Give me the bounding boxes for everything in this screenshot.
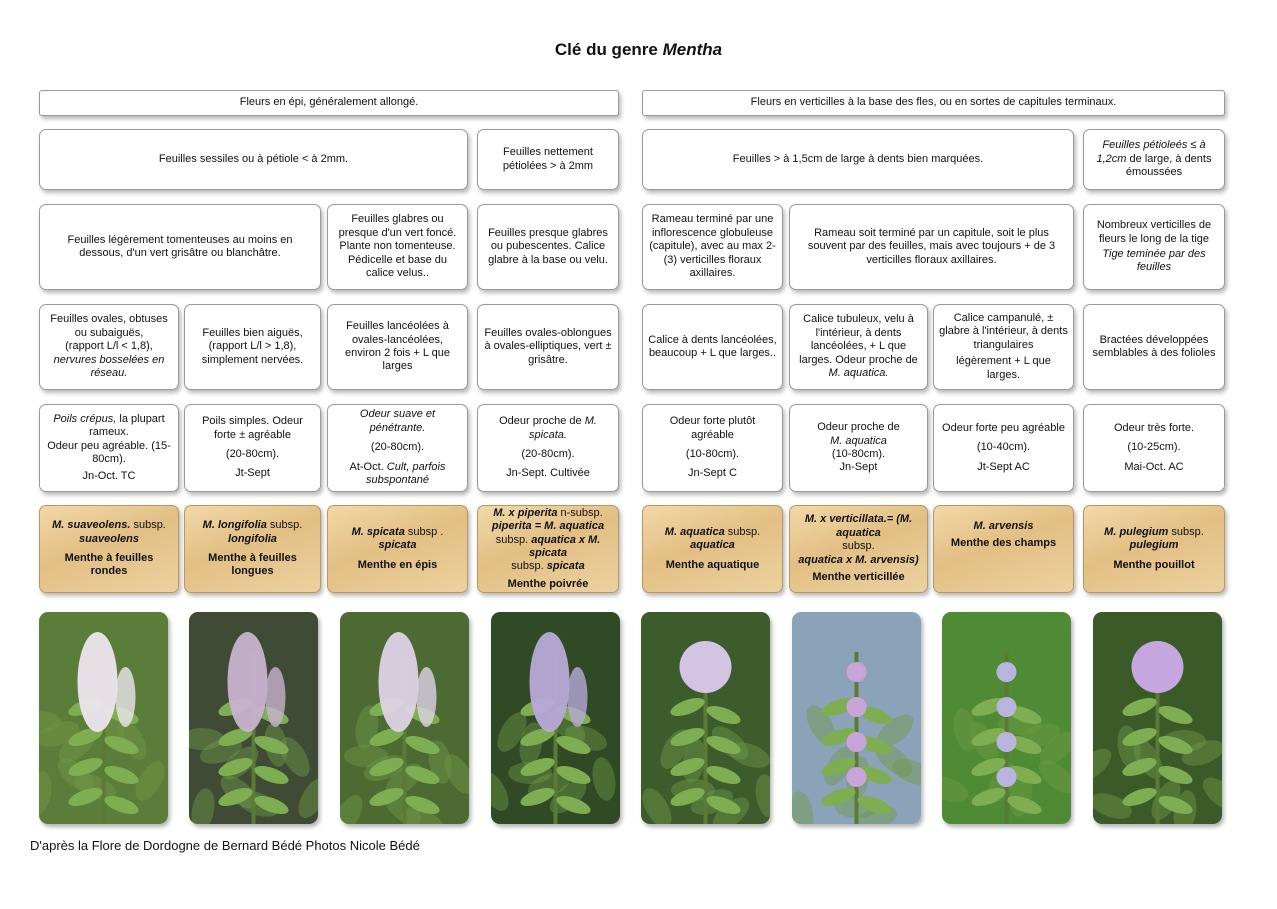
key-text: Rameau terminé par une inflorescence globuleuse (capitule), avec au max 2-(3) verticilles floraux axillaires. [649, 213, 776, 280]
species-rank: subsp. [495, 533, 529, 546]
key-text: la plupart rameux. [89, 412, 165, 439]
mint-spicata-photo [340, 612, 469, 824]
species-sci-name: M. suaveolens. [52, 519, 131, 532]
mint-pulegium-photo [1093, 612, 1222, 824]
key-pubescent-leaves [477, 204, 619, 290]
key-text: (20-80cm). [225, 448, 280, 460]
species-sci-name: piperita = M. aquatica [491, 520, 605, 533]
species-common-name: Menthe en épis [357, 558, 438, 571]
key-text: Odeur peu agréable. (15-80cm). [47, 439, 171, 466]
species-pulegium [1083, 505, 1225, 593]
species-sci-name: M. longifolia [202, 519, 267, 532]
species-spicata [327, 505, 468, 593]
species-sci-name: pulegium [1129, 539, 1179, 552]
species-common-name: Menthe pouillot [1113, 558, 1195, 571]
key-text: Calice campanulé, ± glabre à l'intérieur, à dents triangulaires [939, 311, 1068, 351]
species-longifolia [184, 505, 321, 593]
species-rank: subsp. [727, 525, 761, 538]
mint-suaveolens-photo [39, 612, 168, 824]
species-common-name: Menthe à feuilles rondes [64, 552, 154, 578]
key-lanceolate-leaves [327, 304, 468, 390]
key-oblong-leaves [477, 304, 619, 390]
key-text: Feuilles ovales, obtuses ou subaiguës, [50, 313, 168, 339]
species-suaveolens [39, 505, 179, 593]
key-text-italic: Tige teminée par des feuilles [1102, 248, 1206, 274]
key-text-italic: M. aquatica. [828, 367, 889, 380]
key-text: Mai-Oct. AC [1124, 460, 1184, 473]
species-piperita [477, 505, 619, 593]
key-text: Feuilles presque glabres ou pubescentes. Calice glabre à la base ou velu. [488, 226, 608, 266]
species-rank: n-subsp. [560, 506, 603, 519]
species-sci-name: spicata [546, 560, 585, 573]
key-text: larges. Odeur proche de [799, 353, 918, 366]
key-text-italic: Odeur suave et pénétrante. [359, 408, 436, 434]
mint-arvensis-photo [942, 612, 1071, 824]
key-text: At-Oct. [349, 460, 384, 473]
key-petiolate-leaves [477, 129, 619, 190]
page-title [0, 40, 1277, 60]
key-text: (10-80cm). [685, 448, 740, 460]
key-text: Feuilles nettement pétiolées > à 2mm [502, 146, 594, 172]
species-rank: subsp. [842, 540, 875, 553]
key-text-italic: Cult, parfois subspontané [366, 460, 446, 487]
key-text: de large, à dents émoussées [1125, 152, 1212, 179]
credit-line: D'après la Flore de Dordogne de Bernard Bédé Photos Nicole Bédé [30, 838, 420, 853]
mint-piperita-photo [491, 612, 620, 824]
key-whorled-flowers [642, 90, 1225, 116]
mint-aquatica-photo [641, 612, 770, 824]
species-common-name: Menthe des champs [950, 537, 1057, 550]
species-common-name: Menthe aquatique [665, 558, 760, 571]
key-numerous-whorls [1083, 204, 1225, 290]
key-text: Odeur proche de [817, 421, 900, 434]
species-aquatica [642, 505, 783, 593]
key-tomentose-leaves [39, 204, 321, 290]
key-text: Jn-Oct. TC [82, 469, 136, 482]
key-acute-leaves [184, 304, 321, 390]
key-text: Odeur proche de [499, 415, 582, 428]
mint-longifolia-photo [189, 612, 318, 824]
mint-verticillata-photo [792, 612, 921, 824]
key-text: Feuilles lancéolées à ovales-lancéolées, environ 2 fois + L que larges [344, 320, 451, 373]
key-globular-inflorescence [642, 204, 783, 290]
species-sci-name: M. aquatica [664, 525, 725, 538]
key-aquatica-odor [789, 404, 928, 492]
species-common-name: Menthe poivrée [507, 577, 589, 590]
key-text-italic: Poils crépus, [53, 412, 117, 425]
key-text: Feuilles > à 1,5cm de large à dents bien marquées. [732, 152, 984, 165]
key-small-leaves [1083, 129, 1225, 190]
key-text: Feuilles glabres ou presque d'un vert foncé. Plante non tomenteuse. Pédicelle et base du calice velus.. [338, 213, 457, 280]
key-text: Jt-Sept [235, 467, 270, 480]
key-text: légèrement + L que larges. [956, 355, 1051, 381]
title-prefix: Clé du genre [554, 40, 658, 59]
key-text: Rameau soit terminé par un capitule, soit le plus souvent par des feuilles, mais avec toujours + de 3 verticilles floraux axillaires. [807, 226, 1056, 266]
species-rank: subsp. [133, 519, 166, 532]
key-text: Jt-Sept AC [977, 460, 1030, 473]
key-text: Calice à dents lancéolées, beaucoup + L que larges.. [648, 333, 777, 359]
species-sci-name: M. x piperita [493, 506, 558, 519]
key-text-italic: nervures bosselées en réseau. [53, 353, 165, 380]
key-text: Fleurs en épi, généralement allongé. [239, 96, 419, 109]
key-strong-pleasant-odor [642, 404, 783, 492]
key-text: Bractées développées semblables à des folioles [1092, 333, 1216, 359]
key-spike-flowers [39, 90, 619, 116]
key-axillary-whorls [789, 204, 1074, 290]
key-text: (10-80cm). [831, 448, 886, 460]
species-rank: subsp. [511, 560, 544, 573]
species-rank: subsp . [407, 525, 444, 538]
species-sci-name: aquatica x M. arvensis) [798, 553, 919, 566]
key-campanulate-calyx [933, 304, 1074, 390]
key-text: (20-80cm). [521, 448, 575, 460]
key-text-italic: M. aquatica [830, 434, 887, 447]
key-lanceolate-teeth [642, 304, 783, 390]
species-sci-name: suaveolens [79, 532, 139, 545]
key-text: Feuilles légèrement tomenteuses au moins en dessous, d'un vert grisâtre ou blanchâtre. [67, 233, 293, 259]
species-rank: subsp. [269, 519, 303, 532]
key-text-italic: Feuilles pétioleés ≤ à 1,2cm [1096, 139, 1206, 165]
key-text: (rapport L/l < 1,8), [65, 340, 153, 353]
key-wide-leaves [642, 129, 1074, 190]
species-verticillata [789, 505, 928, 593]
key-text: (10-40cm). [976, 441, 1031, 454]
key-simple-hairs [184, 404, 321, 492]
key-text: Nombreux verticilles de fleurs le long de la tige [1096, 219, 1212, 245]
key-text: Jn-Sept C [688, 467, 737, 480]
key-text: Poils simples. Odeur forte ± agréable [202, 415, 303, 441]
key-text: Feuilles sessiles ou à pétiole < à 2mm. [158, 152, 349, 165]
key-text: Fleurs en verticilles à la base des fles, ou en sortes de capitules terminaux. [750, 96, 1117, 109]
key-text: Odeur forte plutôt agréable [669, 415, 756, 441]
key-text: Feuilles ovales-oblongues à ovales-elliptiques, vert ± grisâtre. [484, 326, 612, 366]
key-leafy-bracts [1083, 304, 1225, 390]
key-text: Jn-Sept [839, 461, 878, 474]
species-sci-name: M. x verticillata.= (M. aquatica [804, 513, 913, 539]
key-unpleasant-odor [933, 404, 1074, 492]
key-text: Odeur forte peu agréable [942, 421, 1065, 434]
key-sweet-odor [327, 404, 468, 492]
key-oval-leaves [39, 304, 179, 390]
species-common-name: Menthe à feuilles longues [208, 552, 297, 578]
key-text: Odeur très forte. [1113, 421, 1195, 434]
title-genus: Mentha [662, 40, 723, 59]
species-arvensis [933, 505, 1074, 593]
species-common-name: Menthe verticillée [812, 571, 905, 584]
key-glabrous-leaves [327, 204, 468, 290]
key-text: (20-80cm). [370, 441, 425, 454]
key-curly-hairs [39, 404, 179, 492]
species-sci-name: aquatica [690, 539, 735, 552]
species-sci-name: spicata [378, 539, 417, 552]
key-spicata-odor [477, 404, 619, 492]
key-text: (10-25cm). [1127, 441, 1181, 454]
key-sessile-leaves [39, 129, 468, 190]
species-rank: subsp. [1171, 525, 1204, 538]
key-tubular-calyx [789, 304, 928, 390]
species-sci-name: longifolia [228, 532, 277, 545]
key-very-strong-odor [1083, 404, 1225, 492]
key-text-italic: M. spicata. [529, 415, 597, 441]
key-text: Calice tubuleux, velu à l'intérieur, à dents lancéolées, + L que [803, 313, 914, 353]
species-sci-name: M. arvensis [973, 520, 1034, 532]
species-sci-name: aquatica x M. spicata [529, 533, 601, 559]
key-text: Jn-Sept. Cultivée [506, 467, 590, 480]
species-sci-name: M. pulegium [1104, 525, 1169, 538]
key-text: Feuilles bien aiguës, (rapport L/l > 1,8), simplement nervées. [201, 326, 304, 366]
species-sci-name: M. spicata [351, 525, 405, 538]
